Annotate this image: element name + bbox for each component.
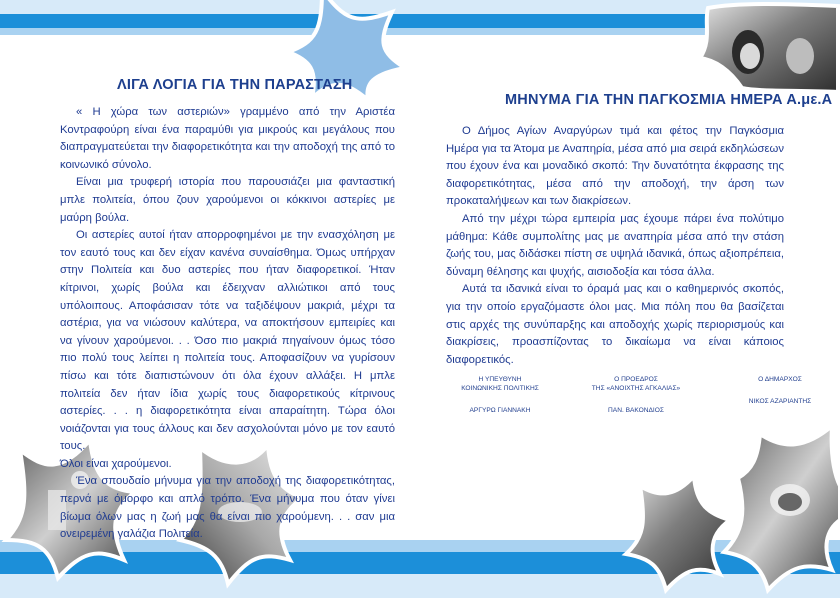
left-paragraph: Όλοι είναι χαρούμενοι. <box>60 457 172 470</box>
right-paragraph: Από την μέχρι τώρα εμπειρία μας έχουμε πάρει ένα πολύτιμο μάθημα: Κάθε συμπολίτης μας με αναπηρία μέσα από την στάση ζωής του, μας διδάσκει πίστη σε υψηλά ιδανικά, όπως αξιοπρέπεια, δύναμη θέλησης και ψυχής, αισιοδοξία και τόσα άλλα. <box>446 212 784 278</box>
star-photo <box>724 426 840 590</box>
right-page-title: ΜΗΝΥΜΑ ΓΙΑ ΤΗΝ ΠΑΓΚΟΣΜΙΑ ΗΜΕΡΑ Α.με.Α <box>505 92 833 108</box>
right-paragraph: Αυτά τα ιδανικά είναι το όραμά μας και ο καθημερινός σκοπός, για την οποίο εργαζόμαστε όλοι μας. Μια πόλη που θα βασίζεται στις αρχές της συνύπαρξης και αποδοχής χωρίς περιορισμούς και διακρίσεις, προασπίζοντας το δικαίωμα να είναι κάποιος διαφορετικός. <box>446 283 784 366</box>
right-paragraph: Ο Δήμος Αγίων Αναργύρων τιμά και φέτος την Παγκόσμια Ημέρα για τα Άτομα με Αναπηρία, μέσα από μια σειρά εκδηλώσεων που έχουν ένα και μοναδικό σκοπό: Την δυνατότητα έκφρασης της διαφορετικότητας, μέσα από την αποδοχή, την άρση των προκαταλήψεων και των διακρίσεων. <box>446 125 784 208</box>
left-page-title: ΛΙΓΑ ΛΟΓΙΑ ΓΙΑ ΤΗΝ ΠΑΡΑΣΤΑΣΗ <box>117 77 353 93</box>
star-photo <box>626 476 730 590</box>
signature-president: Ο ΠΡΟΕΔΡΟΣ ΤΗΣ «ΑΝΟΙΧΤΗΣ ΑΓΚΑΛΙΑΣ» ΠΑΝ. ΒΑΚΟΝΔΙΟΣ <box>591 376 681 414</box>
left-paragraph: Οι αστερίες αυτοί ήταν απορροφημένοι με την ενασχόληση με τον εαυτό τους και δεν είχαν κανένα συναίσθημα. Όμως υπήρχαν στην Πολιτεία και δυο αστερίες που ήταν διαφορετικοί. Ήταν κίτρινοι, χωρίς βούλα και έδειχναν αλλιώτικοι από τους υπόλοιπους. Αποφάσισαν τότε να ταξιδέψουν μακριά, μέχρι τα αστέρια, για να νιώσουν καλύτερα, να αποκτήσουν εμπειρίες και να γίνουν χαρούμενοι. . . Όσο πιο μακριά πηγαίνουν όμως τόσο πιο πολύ τους λείπει η πολιτεία τους. Αποφασίζουν να γυρίσουν πίσω και τότε διαπιστώνουν ότι όλα έχουν αλλάξει. Η μπλε πολιτεία δεν ήταν ίδια χωρίς τους διαφορετικούς κίτρινους αστερίες. . . η διαφορετικότητα είναι απαραίτητη. Τώρα όλοι νοιάζονται για τους άλλους και δεν ασχολούνται μόνο με τον εαυτό τους. <box>60 229 395 453</box>
signature-social-policy: Η ΥΠΕΥΘΥΝΗ ΚΟΙΝΩΝΙΚΗΣ ΠΟΛΙΤΙΚΗΣ ΑΡΓΥΡΩ ΓΙΑΝΝΑΚΗ <box>461 376 539 414</box>
left-paragraph: Ένα σπουδαίο μήνυμα για την αποδοχή της διαφορετικότητας, περνά με όμορφο και απλό τρόπο. Ένα μήνυμα που όταν γίνει βίωμα όλων μας η ζωή μας θα είναι πιο χαρούμενη. . . σαν μια ονειρεμένη γαλάζια Πολιτεία. <box>60 475 395 541</box>
left-paragraph: Είναι μια τρυφερή ιστορία που παρουσιάζει μια φανταστική μπλε πολιτεία, όπου ζουν χαρούμενοι οι κόκκινοι αστερίες με μαύρη βούλα. <box>60 176 395 224</box>
left-page-body <box>60 104 395 544</box>
right-page-body <box>446 123 784 369</box>
left-paragraph: « Η χώρα των αστεριών» γραμμένο από την Αριστέα Κοντραφούρη είναι ένα παραμύθι για μικρούς και μεγάλους που διαπραγματεύεται την διαφορετικότητα και την αποδοχή της από το κοινωνικό σύνολο. <box>60 106 395 171</box>
star-photo <box>700 4 838 92</box>
signature-mayor: Ο ΔΗΜΑΡΧΟΣ ΝΙΚΟΣ ΑΖΑΡΙΑΝΤΗΣ <box>748 376 812 405</box>
